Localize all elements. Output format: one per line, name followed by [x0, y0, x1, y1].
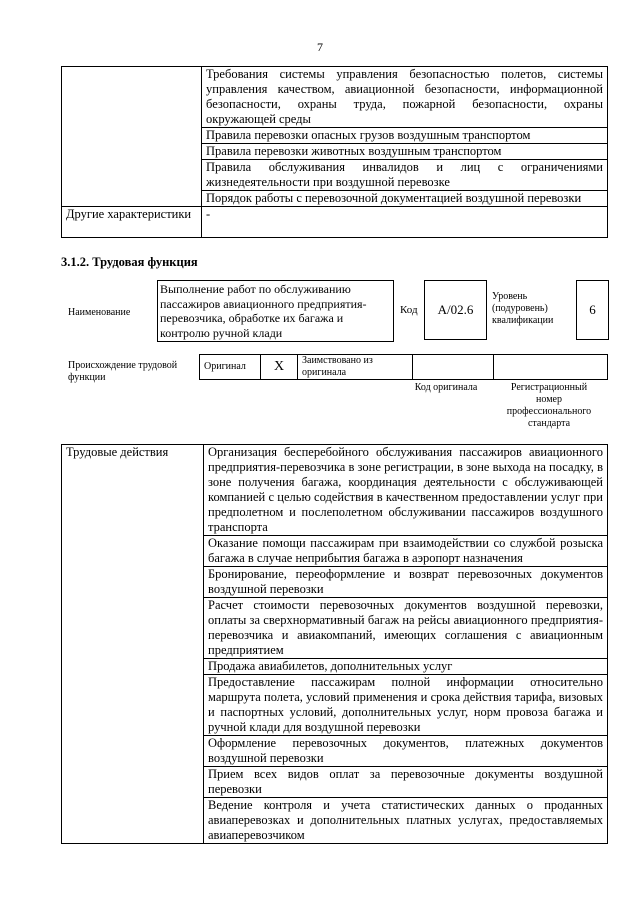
function-name-box: Выполнение работ по обслуживанию пассажиров авиационного предприятия-перевозчика, обработке их багажа и контролю ручной клади [157, 280, 394, 342]
labor-actions-label: Трудовые действия [62, 445, 204, 844]
labor-action-item: Организация бесперебойного обслуживания пассажиров авиационного предприятия-перевозчика в зоне регистрации, в зоне выхода на посадку, в зоне получения багажа, координация деятельности с обслуживающей компанией с целью содействия в качественном предоставлении услуг при предполетном и послеполетном обслуживании пассажиров воздушного транспорта [204, 445, 608, 536]
labor-action-item: Бронирование, переоформление и возврат перевозочных документов воздушной перевозки [204, 567, 608, 598]
labor-action-item: Оказание помощи пассажирам при взаимодействии со службой розыска багажа в случае неприбытия багажа в аэропорт назначения [204, 536, 608, 567]
origin-label: Происхождение трудовой функции [68, 360, 178, 383]
code-original-caption: Код оригинала [414, 382, 478, 393]
name-label: Наименование [68, 307, 131, 318]
code-value-box: A/02.6 [424, 280, 487, 340]
other-characteristics-label: Другие характеристики [62, 207, 202, 238]
section-title: 3.1.2. Трудовая функция [61, 255, 198, 269]
labor-action-item: Продажа авиабилетов, дополнительных услуг [204, 659, 608, 675]
knowledge-item: Порядок работы с перевозочной документацией воздушной перевозки [202, 191, 608, 207]
labor-action-item: Расчет стоимости перевозочных документов воздушной перевозки, оплаты за сверхнормативный багаж на рейсы авиационного предприятия-перевозчика и авиакомпаний, имеющих соглашения с авиационным предприятием [204, 598, 608, 659]
labor-actions-table [61, 444, 608, 844]
knowledge-item: Требования системы управления безопасностью полетов, системы управления качеством, авиационной безопасности, информационной безопасности, охраны труда, пожарной безопасности, охраны окружающей среды [202, 67, 608, 128]
other-characteristics-value: - [202, 207, 608, 238]
labor-action-item: Оформление перевозочных документов, платежных документов воздушной перевозки [204, 736, 608, 767]
original-label: Оригинал [200, 355, 261, 380]
origin-table [199, 354, 608, 380]
registration-number-caption: Регистрационный номер профессионального стандарта [506, 382, 592, 429]
original-mark: X [261, 355, 298, 380]
code-label: Код [400, 304, 418, 316]
code-original-cell [413, 355, 494, 380]
level-value-box: 6 [576, 280, 609, 340]
knowledge-item: Правила обслуживания инвалидов и лиц с ограничениями жизнедеятельности при воздушной перевозке [202, 160, 608, 191]
labor-action-item: Прием всех видов оплат за перевозочные документы воздушной перевозки [204, 767, 608, 798]
empty-label-cell [62, 67, 202, 207]
labor-action-item: Предоставление пассажирам полной информации относительно маршрута полета, условий применения и срока действия тарифа, визовых и паспортных условий, дополнительных услуг, норм провоза багажа и ручной клади для воздушной перевозки [204, 675, 608, 736]
knowledge-item: Правила перевозки опасных грузов воздушным транспортом [202, 128, 608, 144]
page-number: 7 [317, 40, 323, 54]
borrowed-label: Заимствовано из оригинала [298, 355, 413, 380]
registration-number-cell [494, 355, 608, 380]
knowledge-table [61, 66, 608, 238]
level-label: Уровень (подуровень) квалификации [492, 291, 554, 326]
knowledge-item: Правила перевозки животных воздушным транспортом [202, 144, 608, 160]
labor-action-item: Ведение контроля и учета статистических данных о проданных авиаперевозках и дополнительных платных услугах, предоставляемых авиаперевозчиком [204, 798, 608, 844]
